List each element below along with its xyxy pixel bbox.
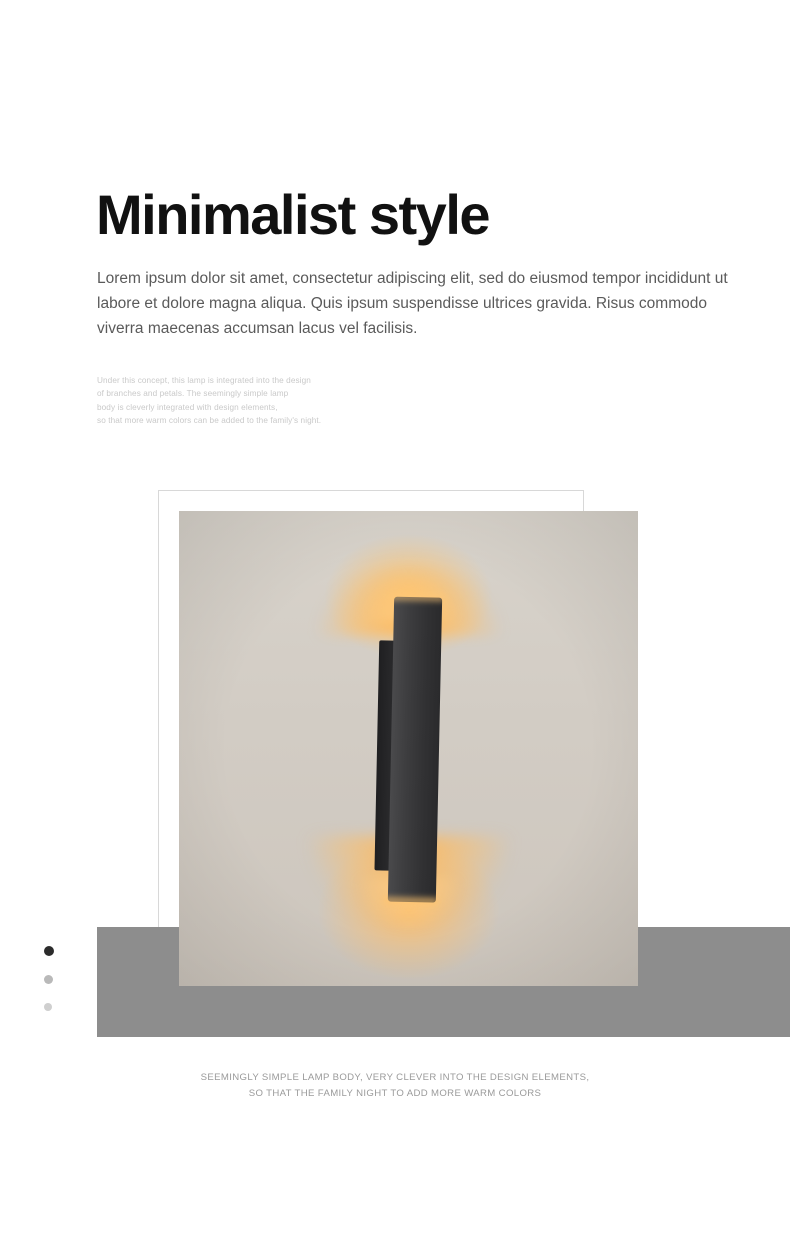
photo-vignette <box>179 511 638 986</box>
fineprint-line-3: body is cleverly integrated with design elements, <box>97 402 278 412</box>
product-photo <box>179 511 638 986</box>
lead-paragraph: Lorem ipsum dolor sit amet, consectetur adipiscing elit, sed do eiusmod tempor incididunt ut labore et dolore magna aliqua. Quis ipsum suspendisse ultrices gravida. Risus commodo viverra maecenas accumsan lacus vel facilisis. <box>97 269 728 337</box>
carousel-dot-2[interactable] <box>44 975 53 984</box>
fineprint-line-1: Under this concept, this lamp is integrated into the design <box>97 376 311 385</box>
page-title: Minimalist style <box>96 182 490 246</box>
fineprint-block <box>97 374 517 427</box>
fineprint-line-4: so that more warm colors can be added to the family's night. <box>97 415 322 425</box>
photo-caption <box>0 1070 790 1101</box>
carousel-dot-3[interactable] <box>44 1003 52 1011</box>
caption-line-2: SO THAT THE FAMILY NIGHT TO ADD MORE WARM COLORS <box>248 1087 542 1099</box>
carousel-dot-1[interactable] <box>44 946 54 956</box>
caption-line-1: SEEMINGLY SIMPLE LAMP BODY, VERY CLEVER INTO THE DESIGN ELEMENTS, <box>200 1072 590 1083</box>
carousel-dots[interactable] <box>44 946 58 1030</box>
fineprint-line-2: of branches and petals. The seemingly simple lamp <box>97 389 289 399</box>
